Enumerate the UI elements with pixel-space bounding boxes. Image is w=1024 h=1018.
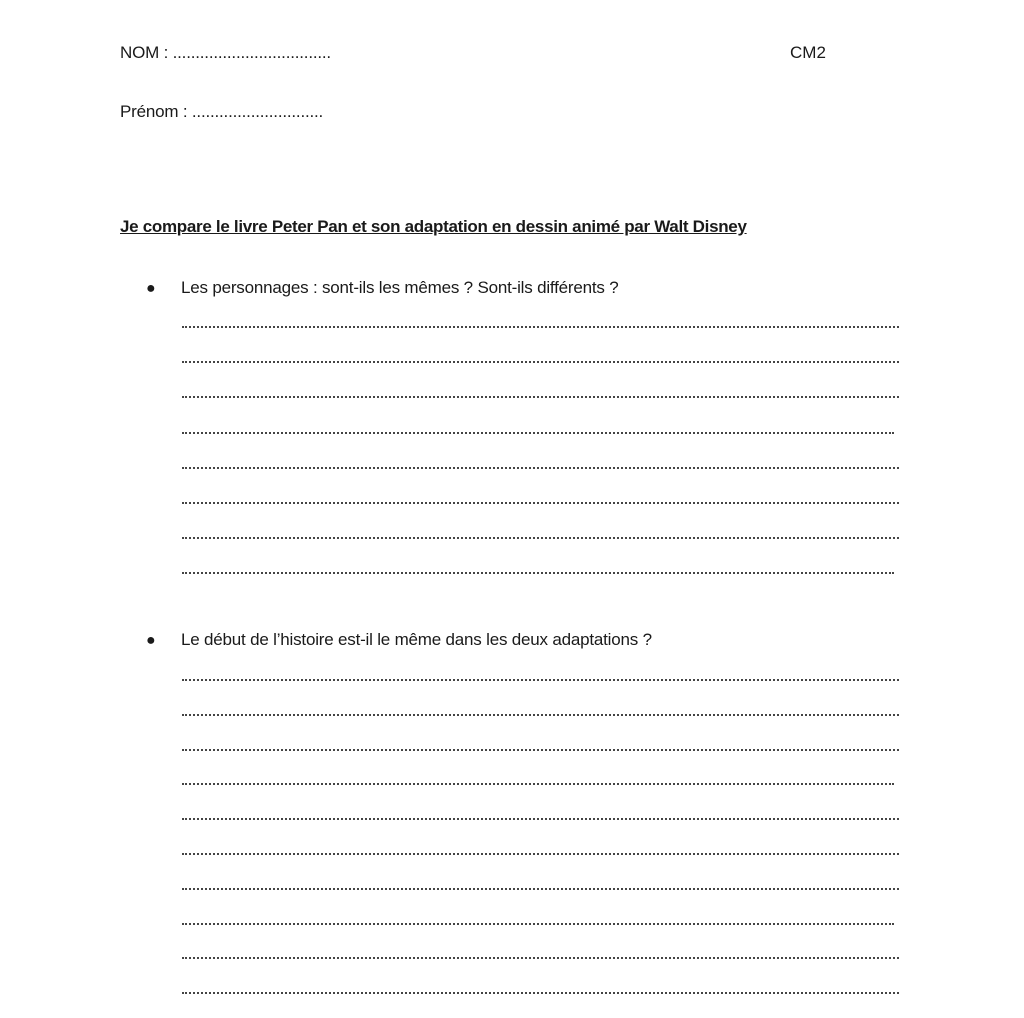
- answer-line[interactable]: [182, 396, 899, 398]
- bullet-icon: ●: [146, 632, 156, 649]
- answer-line[interactable]: [182, 749, 899, 751]
- firstname-field[interactable]: Prénom : .............................: [120, 102, 324, 121]
- question-1: [146, 278, 618, 298]
- worksheet-title: Je compare le livre Peter Pan et son adaptation en dessin animé par Walt Disney: [120, 217, 747, 236]
- question-2: [146, 630, 652, 650]
- question-1-text: Les personnages : sont-ils les mêmes ? Sont-ils différents ?: [181, 278, 619, 297]
- question-2-text: Le début de l’histoire est-il le même dans les deux adaptations ?: [181, 630, 652, 649]
- answer-line[interactable]: [182, 923, 894, 925]
- answer-line[interactable]: [182, 432, 894, 434]
- answer-line[interactable]: [182, 853, 899, 855]
- answer-line[interactable]: [182, 957, 899, 959]
- answer-line[interactable]: [182, 572, 894, 574]
- answer-line[interactable]: [182, 361, 899, 363]
- answer-line[interactable]: [182, 888, 899, 890]
- name-field[interactable]: NOM : ...................................: [120, 43, 331, 62]
- answer-line[interactable]: [182, 537, 899, 539]
- answer-line[interactable]: [182, 992, 899, 994]
- answer-line[interactable]: [182, 679, 899, 681]
- class-label: CM2: [790, 43, 826, 62]
- answer-line[interactable]: [182, 714, 899, 716]
- answer-line[interactable]: [182, 783, 894, 785]
- answer-line[interactable]: [182, 467, 899, 469]
- bullet-icon: ●: [146, 280, 156, 297]
- answer-line[interactable]: [182, 502, 899, 504]
- answer-line[interactable]: [182, 326, 899, 328]
- answer-line[interactable]: [182, 818, 899, 820]
